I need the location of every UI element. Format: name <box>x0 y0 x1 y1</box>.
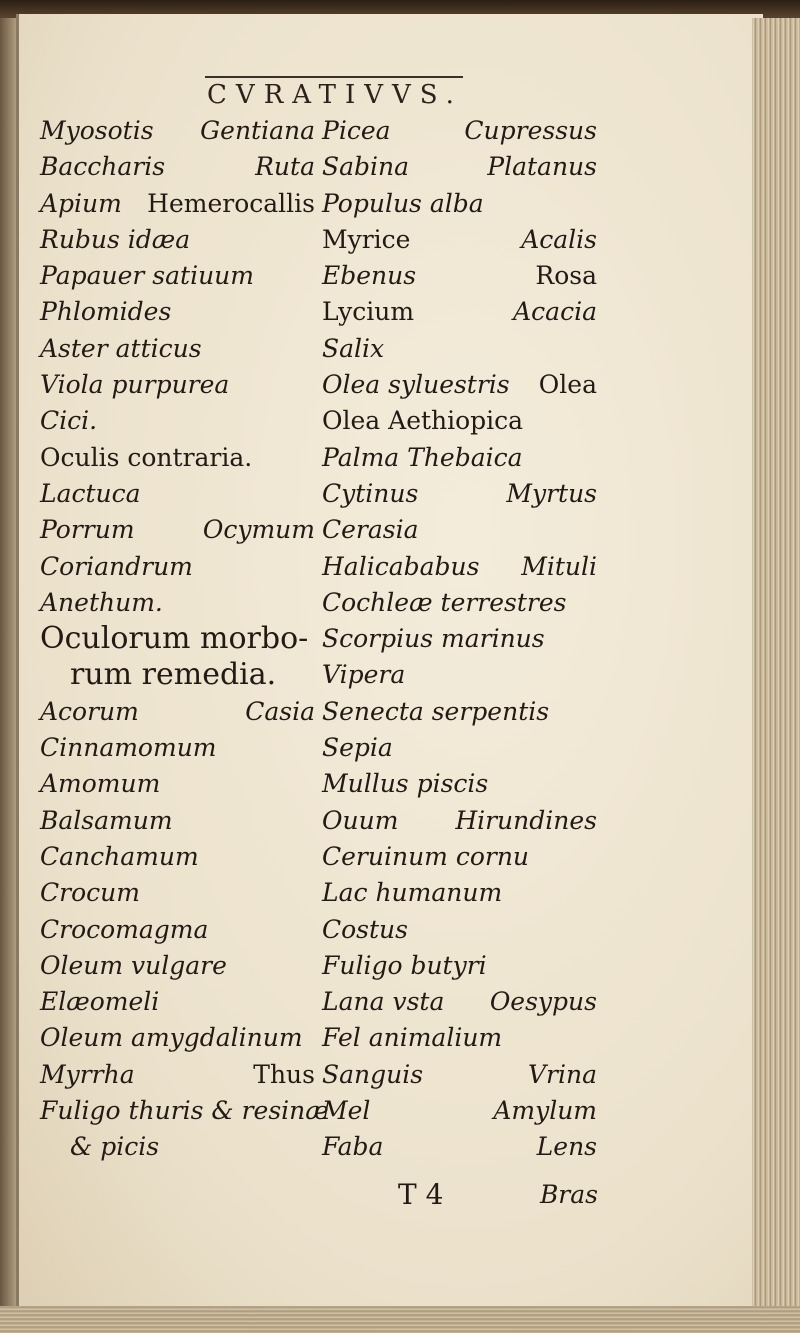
list-item <box>322 912 597 948</box>
list-item <box>322 186 597 222</box>
list-item <box>322 1093 597 1129</box>
list-item <box>322 839 597 875</box>
entry-term: Ceruinum cornu <box>322 841 530 871</box>
catchword: Bras <box>539 1180 598 1209</box>
entry-term: Myosotis <box>40 116 154 145</box>
list-item <box>322 766 597 802</box>
entry-term: Elæomeli <box>40 987 160 1017</box>
entry-term: Balsamum <box>40 805 173 835</box>
entry-term: Myrice <box>322 224 411 254</box>
list-item <box>322 1129 597 1165</box>
entry-term: Cytinus <box>322 478 419 508</box>
entry-term-right: Casia <box>245 696 315 726</box>
list-item <box>40 512 315 548</box>
entry-term: Lycium <box>322 297 415 327</box>
entry-term: Apium <box>40 188 122 218</box>
entry-term-right: Lens <box>536 1132 597 1162</box>
entry-term: Mel <box>322 1096 371 1126</box>
entry-term: Porrum <box>40 515 135 545</box>
entry-term-right: Ruta <box>255 152 315 182</box>
entry-term-right: Thus <box>253 1059 315 1089</box>
list-item <box>322 585 597 621</box>
section-heading <box>40 440 315 476</box>
list-item <box>322 657 597 693</box>
list-item <box>40 1093 329 1129</box>
entry-term: Populus alba <box>322 188 484 218</box>
entry-term-right: Gentiana <box>200 116 315 145</box>
list-item <box>40 912 315 948</box>
entry-term-right: Ocymum <box>202 515 315 545</box>
entry-term: Sabina <box>322 152 410 182</box>
list-item <box>322 476 597 512</box>
list-item <box>322 403 597 439</box>
list-item <box>322 875 597 911</box>
entry-term: Aster atticus <box>40 333 202 363</box>
entry-term: Papauer satiuum <box>40 261 254 291</box>
list-item <box>322 984 597 1020</box>
entry-term: Crocum <box>40 878 140 908</box>
list-item <box>322 367 597 403</box>
entry-term: Anethum. <box>40 587 163 617</box>
list-item <box>40 766 315 802</box>
list-item <box>40 1129 315 1165</box>
header-rule <box>205 76 463 78</box>
entry-term-right: Amylum <box>493 1096 597 1126</box>
list-item <box>40 186 315 222</box>
entry-term: Acorum <box>40 696 139 726</box>
entry-term: Phlomides <box>40 297 172 327</box>
entry-term: Fel animalium <box>322 1023 503 1053</box>
entry-term: Cochleæ terrestres <box>322 587 567 617</box>
list-item <box>40 403 315 439</box>
entry-term: Oleum vulgare <box>40 950 227 980</box>
list-item <box>322 621 597 657</box>
page-footer <box>398 1175 598 1215</box>
list-item <box>322 258 597 294</box>
list-item <box>40 476 315 512</box>
list-item <box>322 331 597 367</box>
entry-term: Palma Thebaica <box>322 442 523 472</box>
list-item <box>40 367 315 403</box>
entry-term: Ebenus <box>322 261 417 291</box>
list-item <box>40 222 315 258</box>
page-bottom-edge <box>0 1306 800 1333</box>
entry-term: Cici. <box>40 406 98 436</box>
entry-term: Halicababus <box>322 551 480 581</box>
list-item <box>322 294 597 330</box>
entry-term: Senecta serpentis <box>322 696 550 726</box>
section-heading <box>40 621 315 657</box>
list-item <box>322 694 597 730</box>
entry-term: Lac humanum <box>322 878 503 908</box>
list-item <box>322 512 597 548</box>
list-item <box>322 948 597 984</box>
list-item <box>40 984 315 1020</box>
left-column <box>40 113 329 1166</box>
entry-term-right: Olea <box>538 370 597 400</box>
list-item <box>40 1020 315 1056</box>
list-item <box>322 803 597 839</box>
entry-term-right: Hemerocallis <box>147 188 315 218</box>
entry-term-right: Rosa <box>535 261 597 291</box>
running-header: CVRATIVVS. <box>207 80 463 110</box>
list-item <box>322 1057 597 1093</box>
entry-term: Lana vsta <box>322 987 445 1017</box>
entry-term: Canchamum <box>40 841 199 871</box>
list-item <box>322 549 597 585</box>
entry-term-right: Oesypus <box>489 987 597 1017</box>
entry-term: Baccharis <box>40 152 166 182</box>
heading-text: Oculis contraria. <box>40 442 253 472</box>
entry-term: Scorpius marinus <box>322 624 545 654</box>
entry-term: Salix <box>322 333 385 363</box>
right-column <box>322 113 597 1166</box>
entry-term: Myrrha <box>40 1059 135 1089</box>
entry-term-right: Myrtus <box>506 478 597 508</box>
list-item <box>40 585 315 621</box>
list-item <box>40 331 315 367</box>
list-item <box>322 113 597 149</box>
entry-term-right: Cupressus <box>464 116 597 145</box>
list-item <box>40 113 315 149</box>
list-item <box>40 258 315 294</box>
entry-term: & picis <box>70 1132 160 1162</box>
entry-term: Amomum <box>40 769 161 799</box>
entry-term-right: Mituli <box>521 551 597 581</box>
page-edges <box>752 18 800 1318</box>
entry-term: Lactuca <box>40 478 141 508</box>
entry-term: Vipera <box>322 660 406 690</box>
section-heading <box>40 657 315 693</box>
list-item <box>40 149 315 185</box>
entry-term: Fuligo thuris & resinæ <box>40 1096 329 1126</box>
list-item <box>40 1057 315 1093</box>
entry-term: Ouum <box>322 805 399 835</box>
entry-term: Olea syluestris <box>322 370 510 400</box>
entry-term: Cerasia <box>322 515 419 545</box>
entry-term: Sepia <box>322 733 393 763</box>
list-item <box>40 875 315 911</box>
entry-term-right: Hirundines <box>455 805 597 835</box>
entry-term: Mullus piscis <box>322 769 489 799</box>
list-item <box>40 839 315 875</box>
heading-text: Oculorum morbo- <box>40 621 309 657</box>
entry-term: Faba <box>322 1132 384 1162</box>
entry-term-right: Acacia <box>513 297 597 327</box>
entry-term: Fuligo butyri <box>322 950 487 980</box>
signature-mark: T 4 <box>398 1178 444 1211</box>
entry-term-right: Vrina <box>527 1059 597 1089</box>
list-item <box>322 440 597 476</box>
entry-term: Picea <box>322 116 391 145</box>
list-item <box>40 948 315 984</box>
entry-term-right: Acalis <box>521 224 597 254</box>
list-item <box>40 803 315 839</box>
list-item <box>40 294 315 330</box>
list-item <box>322 730 597 766</box>
entry-term: Coriandrum <box>40 551 193 581</box>
entry-term: Viola purpurea <box>40 370 230 400</box>
list-item <box>40 730 315 766</box>
list-item <box>40 694 315 730</box>
entry-term: Rubus idæa <box>40 224 191 254</box>
heading-text: rum remedia. <box>70 657 277 693</box>
list-item <box>322 1020 597 1056</box>
entry-term: Costus <box>322 914 408 944</box>
list-item <box>322 222 597 258</box>
entry-term: Cinnamomum <box>40 733 217 763</box>
list-item <box>322 149 597 185</box>
list-item <box>40 549 315 585</box>
entry-term: Oleum amygdalinum <box>40 1023 303 1053</box>
entry-term: Olea Aethiopica <box>322 406 524 436</box>
entry-term: Sanguis <box>322 1059 424 1089</box>
entry-term: Crocomagma <box>40 914 209 944</box>
entry-term-right: Platanus <box>487 152 597 182</box>
